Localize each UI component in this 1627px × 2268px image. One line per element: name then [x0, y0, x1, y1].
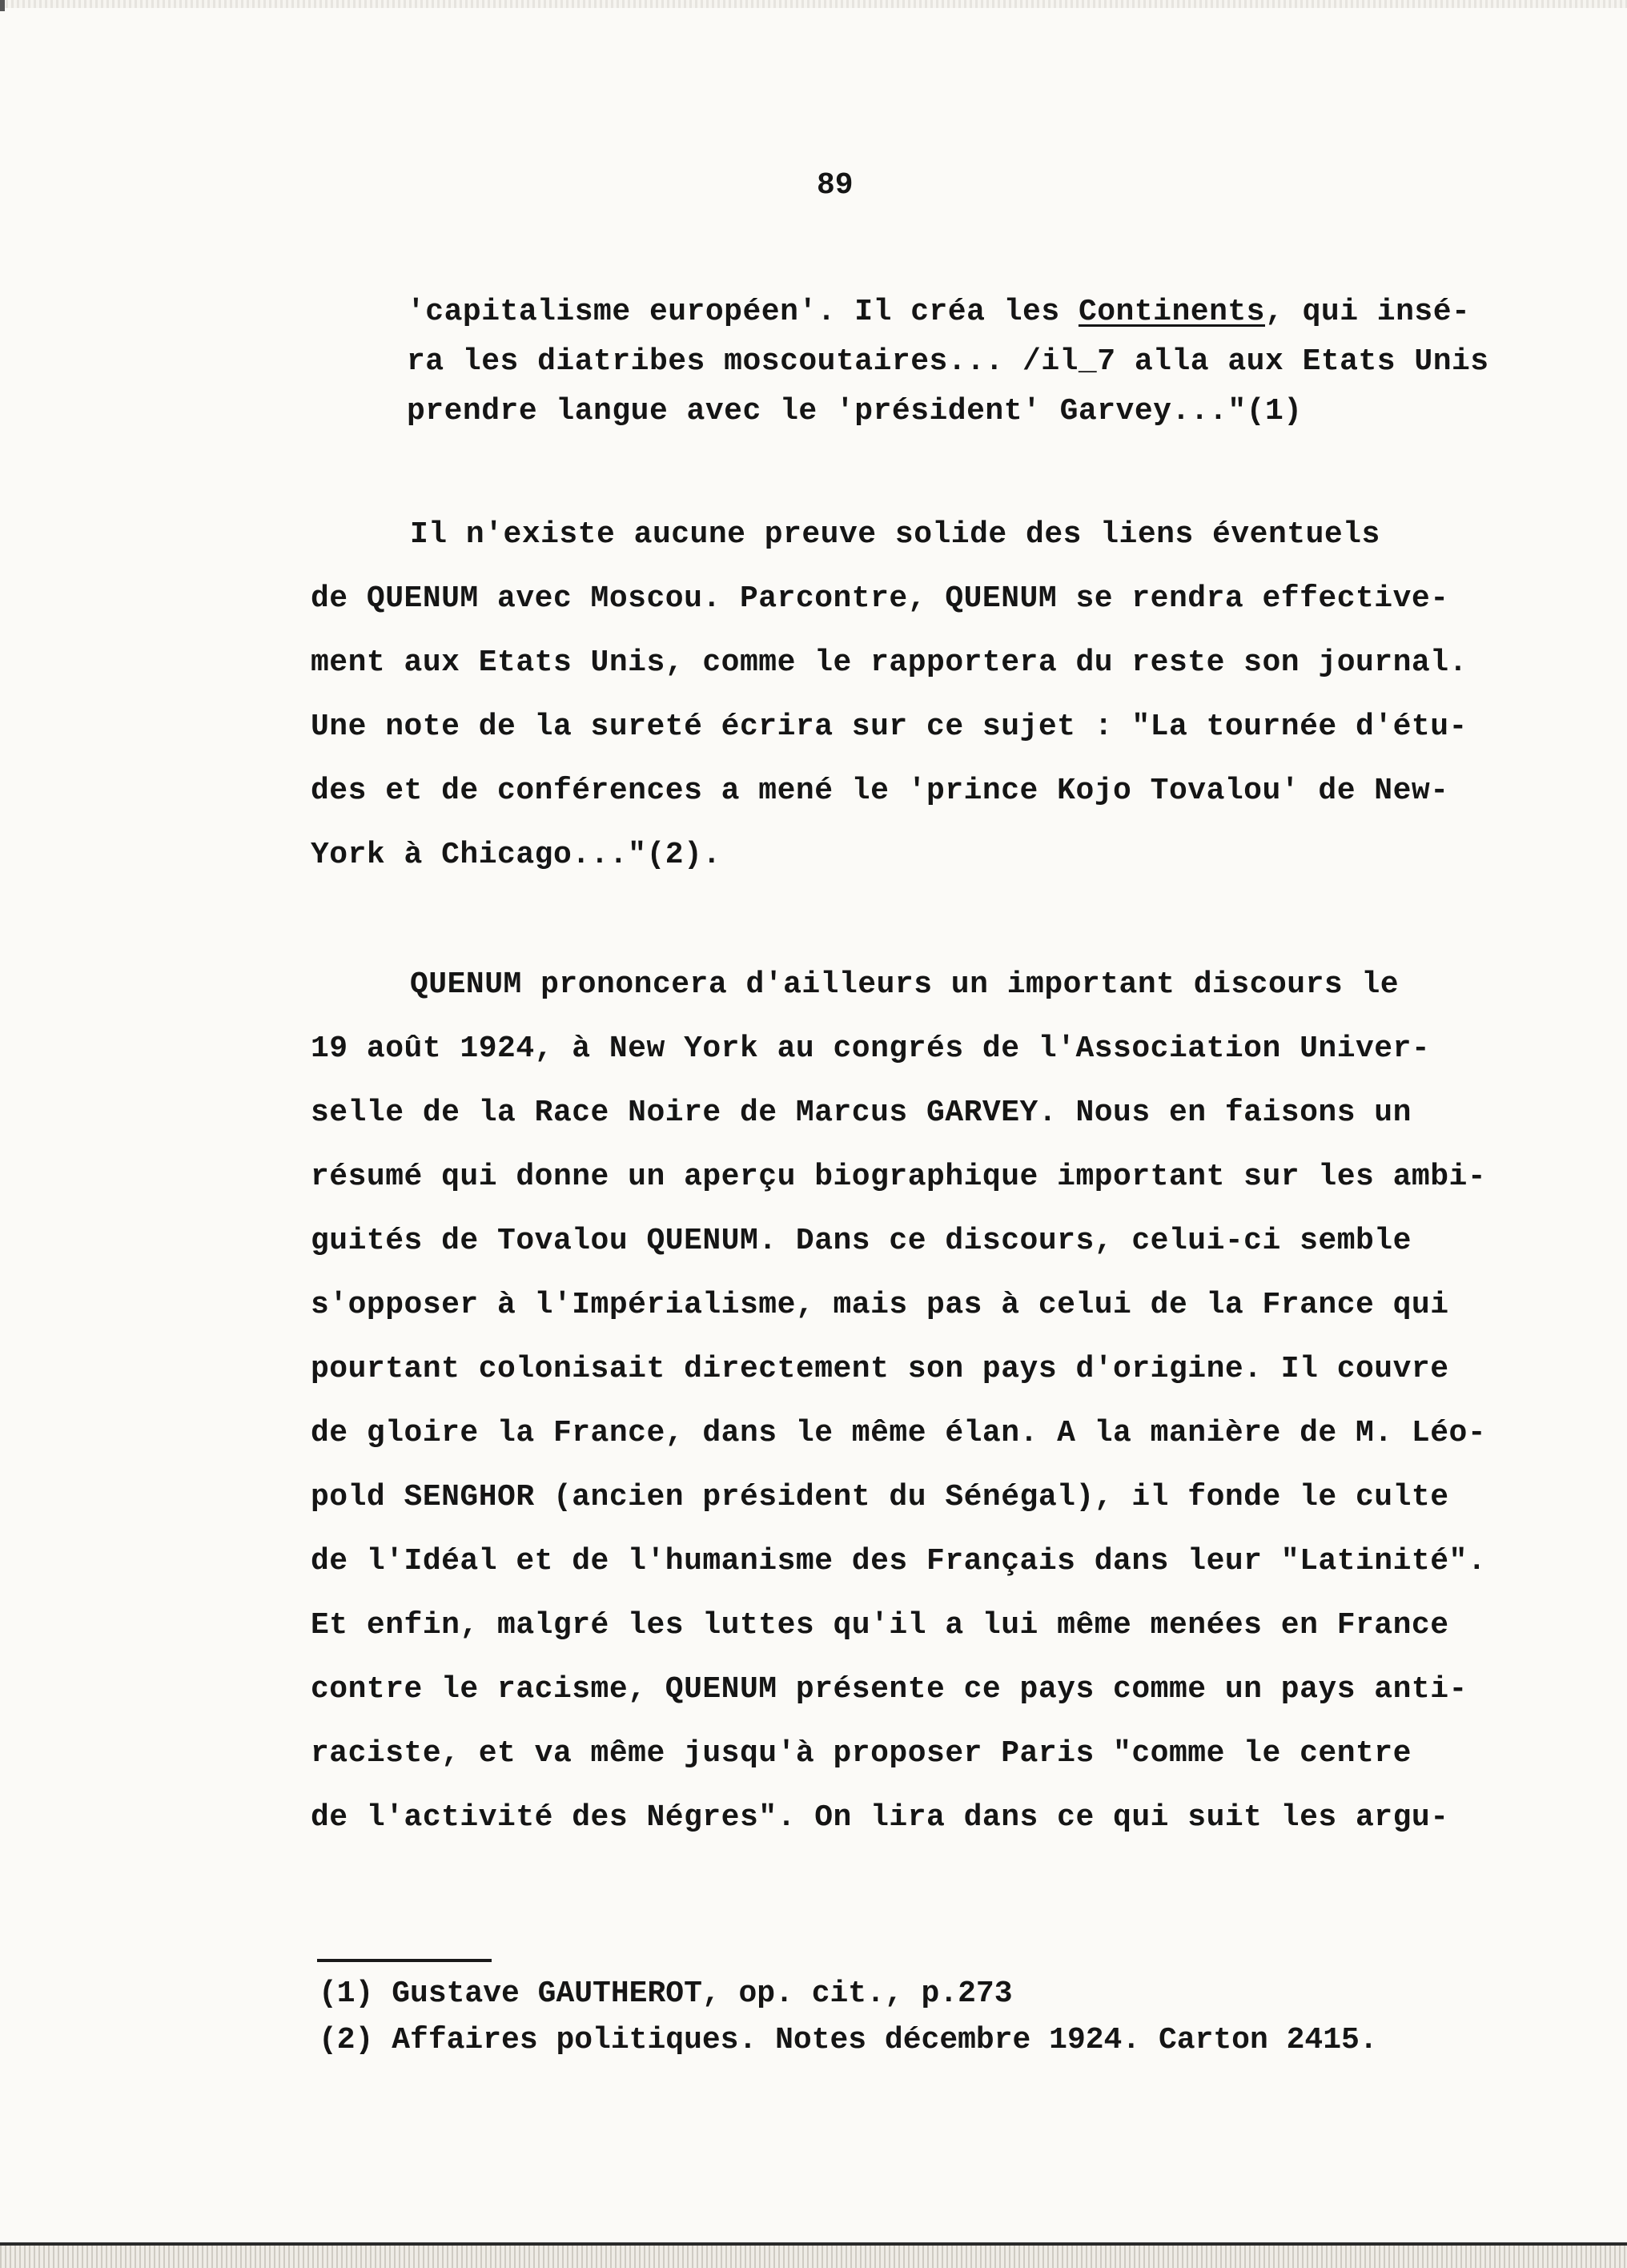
paragraph-line: Il n'existe aucune preuve solide des liens éventuels [410, 517, 1380, 552]
paragraph-line: de QUENUM avec Moscou. Parcontre, QUENUM se rendra effective- [311, 581, 1449, 616]
paragraph-line: selle de la Race Noire de Marcus GARVEY. Nous en faisons un [311, 1096, 1412, 1130]
paragraph-line: Une note de la sureté écrira sur ce sujet : "La tournée d'étu- [311, 710, 1468, 744]
paragraph-line: QUENUM prononcera d'ailleurs un important discours le [410, 967, 1400, 1002]
page-number: 89 [817, 168, 854, 203]
footnote-divider [317, 1959, 492, 1962]
continents-title: Continents [1078, 295, 1265, 329]
footnote-2: (2) Affaires politiques. Notes décembre 1924. Carton 2415. [319, 2023, 1378, 2057]
scan-edge-bottom [0, 2246, 1627, 2268]
paragraph-line: s'opposer à l'Impérialisme, mais pas à celui de la France qui [311, 1288, 1449, 1322]
paragraph-line: 19 août 1924, à New York au congrés de l'Association Univer- [311, 1031, 1431, 1066]
paragraph-line: pourtant colonisait directement son pays d'origine. Il couvre [311, 1352, 1449, 1386]
footnote-1: (1) Gustave GAUTHEROT, op. cit., p.273 [319, 1976, 1013, 2011]
paragraph-line: de l'Idéal et de l'humanisme des Français dans leur "Latinité". [311, 1544, 1487, 1578]
paragraph-line: ment aux Etats Unis, comme le rapportera du reste son journal. [311, 645, 1468, 680]
paragraph-line: résumé qui donne un aperçu biographique important sur les ambi- [311, 1160, 1487, 1194]
paragraph-line: de l'activité des Négres". On lira dans ce qui suit les argu- [311, 1800, 1449, 1835]
paragraph-line: de gloire la France, dans le même élan. A la manière de M. Léo- [311, 1416, 1487, 1450]
paragraph-line: pold SENGHOR (ancien président du Sénégal), il fonde le culte [311, 1480, 1449, 1514]
paragraph-line: raciste, et va même jusqu'à proposer Paris "comme le centre [311, 1736, 1412, 1771]
paragraph-line: contre le racisme, QUENUM présente ce pays comme un pays anti- [311, 1672, 1468, 1707]
quote-line-1-end: , qui insé- [1264, 295, 1471, 329]
paragraph-line: guités de Tovalou QUENUM. Dans ce discours, celui-ci semble [311, 1224, 1412, 1258]
scan-edge-left [0, 0, 5, 2268]
quote-line-1 [407, 295, 1470, 329]
quote-line-3: prendre langue avec le 'président' Garvey..."(1) [407, 394, 1303, 428]
scan-edge-top [0, 0, 1627, 8]
paragraph-line: des et de conférences a mené le 'prince Kojo Tovalou' de New- [311, 774, 1449, 808]
quote-line-2: ra les diatribes moscoutaires... /il_7 alla aux Etats Unis [407, 344, 1489, 379]
paragraph-line: Et enfin, malgré les luttes qu'il a lui même menées en France [311, 1608, 1449, 1643]
quote-line-1-start: 'capitalisme européen'. Il créa les [407, 295, 1079, 329]
paragraph-line: York à Chicago..."(2). [311, 838, 721, 872]
